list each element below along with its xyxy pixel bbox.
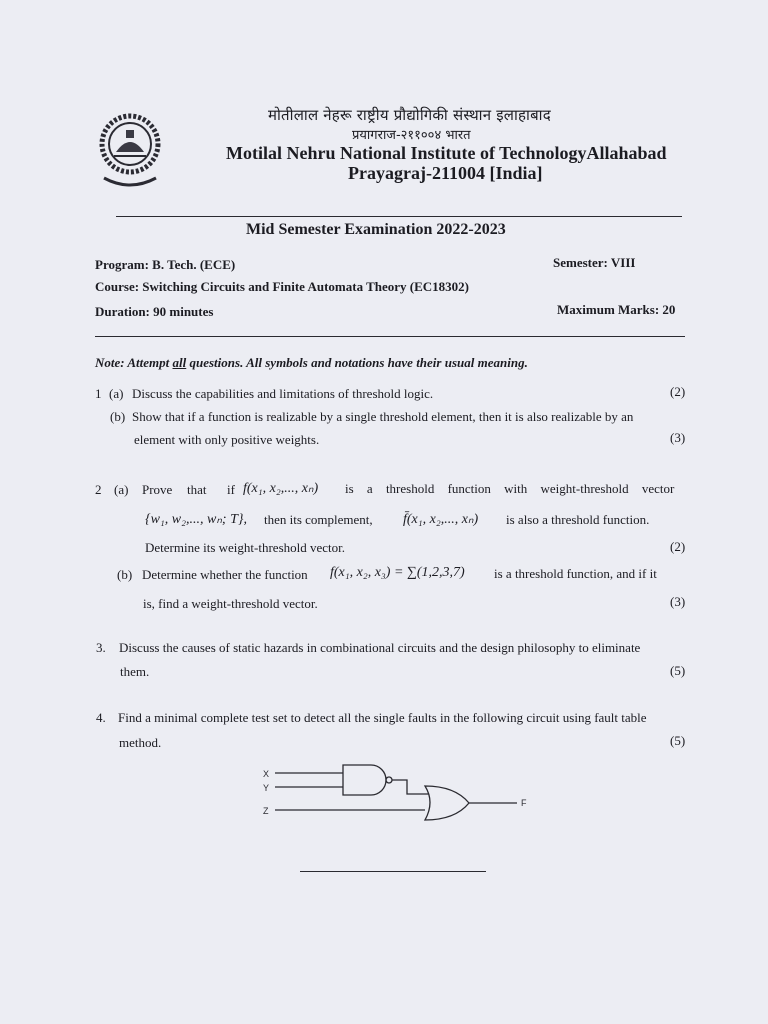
exam-title: Mid Semester Examination 2022-2023 [246, 221, 506, 238]
semester: Semester: VIII [553, 255, 636, 270]
q2b-function: f(x₁, x₂, x₃) = ∑(1,2,3,7) [330, 565, 465, 580]
q3-number: 3. [96, 640, 106, 655]
q2-number: 2 [95, 482, 102, 497]
label-y: Y [263, 783, 270, 793]
q2a-marks: (2) [670, 539, 686, 554]
q3-line1: Discuss the causes of static hazards in combinational circuits and the design philosophy to eliminate [119, 640, 641, 655]
duration: Duration: 90 minutes [95, 304, 214, 319]
q2b-line2: is, find a weight-threshold vector. [143, 596, 318, 611]
q2b-label: (b) [117, 567, 133, 582]
nand-bubble [386, 777, 392, 783]
q3-marks: (5) [670, 663, 686, 678]
label-f: F [521, 798, 527, 808]
q2a-complement: f̄(x₁, x₂,..., xₙ) [403, 512, 479, 527]
q2a-label: (a) [114, 482, 129, 497]
nand-gate [343, 765, 386, 795]
q3-line2: them. [120, 664, 150, 679]
q2a-function: f(x₁, x₂,..., xₙ) [243, 481, 319, 496]
logic-circuit [255, 760, 555, 830]
header-divider [116, 216, 682, 217]
max-marks: Maximum Marks: 20 [557, 302, 676, 317]
q2a-word-prove: Prove [142, 482, 173, 497]
q2a-text2: then its complement, [264, 512, 373, 527]
label-x: X [263, 769, 270, 779]
instructions-note: Note: Attempt all questions. All symbols and notations have their usual meaning. [95, 355, 528, 370]
q4-marks: (5) [670, 733, 686, 748]
label-z: Z [263, 806, 269, 816]
institute-logo [96, 112, 164, 192]
course: Course: Switching Circuits and Finite Automata Theory (EC18302) [95, 279, 469, 294]
q2a-line3: Determine its weight-threshold vector. [145, 540, 346, 555]
q2b-marks: (3) [670, 594, 686, 609]
hindi-city: प्रयागराज-२११००४ भारत [352, 128, 471, 143]
q2a-word-that: that [187, 482, 207, 497]
q1a-label: (a) [109, 386, 124, 401]
q1-number: 1 [95, 386, 102, 401]
meta-divider [95, 336, 685, 337]
hindi-institute-name: मोतीलाल नेहरू राष्ट्रीय प्रौद्योगिकी संस्थान इलाहाबाद [268, 106, 551, 124]
q1a-marks: (2) [670, 384, 686, 399]
q1b-marks: (3) [670, 430, 686, 445]
q2b-text2: is a threshold function, and if it [494, 566, 657, 581]
end-line [300, 871, 486, 872]
or-gate [425, 786, 469, 820]
q4-number: 4. [96, 710, 106, 725]
q1b-line2: element with only positive weights. [134, 432, 320, 447]
q2a-text3: is also a threshold function. [506, 512, 650, 527]
q1b-line1: Show that if a function is realizable by a single threshold element, then it is also realizable by an [132, 409, 634, 424]
q4-line2: method. [119, 735, 162, 750]
q2a-word-if: if [227, 482, 235, 497]
q1b-label: (b) [110, 409, 126, 424]
q1a-text: Discuss the capabilities and limitations of threshold logic. [132, 386, 434, 401]
institute-name: Motilal Nehru National Institute of TechnologyAllahabad [226, 143, 667, 163]
q2a-weight-vector: {w₁, w₂,..., wₙ; T}, [145, 512, 247, 527]
q2a-text1: is a threshold function with weight-threshold vector [345, 481, 675, 496]
q4-line1: Find a minimal complete test set to detect all the single faults in the following circuit using fault table [118, 710, 647, 725]
nand-to-or-wire [392, 780, 429, 794]
q2b-text1: Determine whether the function [142, 567, 308, 582]
institute-city: Prayagraj-211004 [India] [348, 163, 543, 183]
program: Program: B. Tech. (ECE) [95, 257, 236, 272]
